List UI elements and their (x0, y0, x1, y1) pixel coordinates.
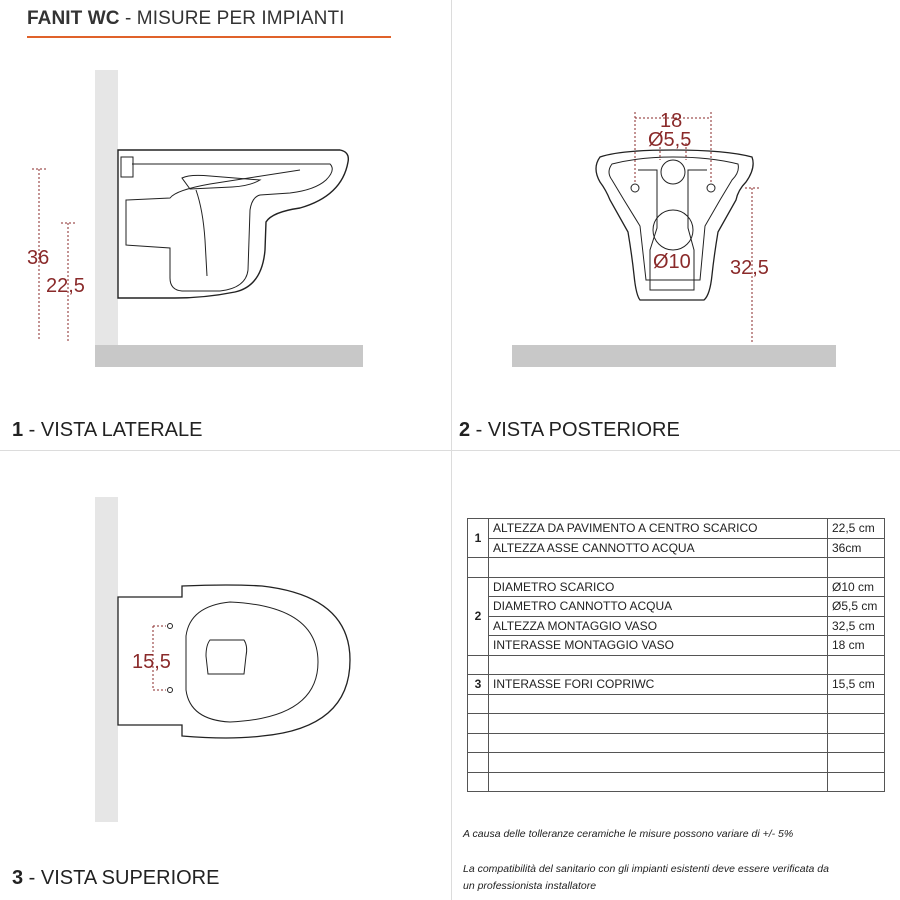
row-desc: ALTEZZA DA PAVIMENTO A CENTRO SCARICO (489, 519, 828, 539)
table-row-empty (468, 714, 885, 734)
table-row (468, 616, 885, 636)
table-row (468, 577, 885, 597)
table-row-empty (468, 753, 885, 773)
tolerance-note: A causa delle tolleranze ceramiche le misure possono variare di +/- 5% (463, 828, 794, 840)
table-row (468, 597, 885, 617)
row-value: 22,5 cm (828, 519, 885, 539)
row-desc: ALTEZZA ASSE CANNOTTO ACQUA (489, 538, 828, 558)
spec-table (467, 518, 885, 792)
row-value: Ø5,5 cm (828, 597, 885, 617)
dim-mount-height: 32,5 (730, 257, 769, 279)
caption-view-top: 3 - VISTA SUPERIORE (12, 867, 220, 889)
group-number: 2 (468, 577, 489, 655)
row-value: 36cm (828, 538, 885, 558)
row-desc: INTERASSE MONTAGGIO VASO (489, 636, 828, 656)
table-row-empty (468, 733, 885, 753)
row-value: Ø10 cm (828, 577, 885, 597)
dim-interaxis: 18 (660, 110, 683, 132)
table-row (468, 538, 885, 558)
dim-height-drain: 22,5 (46, 275, 85, 297)
dim-drain-diameter: Ø10 (653, 251, 691, 273)
dim-water-diameter: Ø5,5 (648, 129, 692, 151)
table-row (468, 636, 885, 656)
table-row (468, 675, 885, 695)
row-desc: DIAMETRO CANNOTTO ACQUA (489, 597, 828, 617)
top-view-drawing (95, 497, 350, 822)
rear-view-drawing (512, 110, 836, 367)
row-desc: DIAMETRO SCARICO (489, 577, 828, 597)
title-subtitle: - MISURE PER IMPIANTI (119, 8, 345, 29)
dim-height-total: 36 (27, 247, 50, 269)
group-number: 3 (468, 675, 489, 695)
group-number: 1 (468, 519, 489, 558)
row-value: 18 cm (828, 636, 885, 656)
row-desc: INTERASSE FORI COPRIWC (489, 675, 828, 695)
table-row-empty (468, 772, 885, 792)
caption-view-rear: 2 - VISTA POSTERIORE (459, 419, 680, 441)
side-view-drawing (27, 70, 363, 367)
row-desc: ALTEZZA MONTAGGIO VASO (489, 616, 828, 636)
dim-seat-holes: 15,5 (132, 651, 171, 673)
compatibility-note: La compatibilità del sanitario con gli impianti esistenti deve essere verificata da un professionista installatore (463, 863, 829, 892)
row-value: 32,5 cm (828, 616, 885, 636)
table-row-empty (468, 558, 885, 578)
caption-view-side: 1 - VISTA LATERALE (12, 419, 203, 441)
brand-name: FANIT WC (27, 8, 120, 29)
table-row-empty (468, 655, 885, 675)
table-row-empty (468, 694, 885, 714)
table-row (468, 519, 885, 539)
row-value: 15,5 cm (828, 675, 885, 695)
